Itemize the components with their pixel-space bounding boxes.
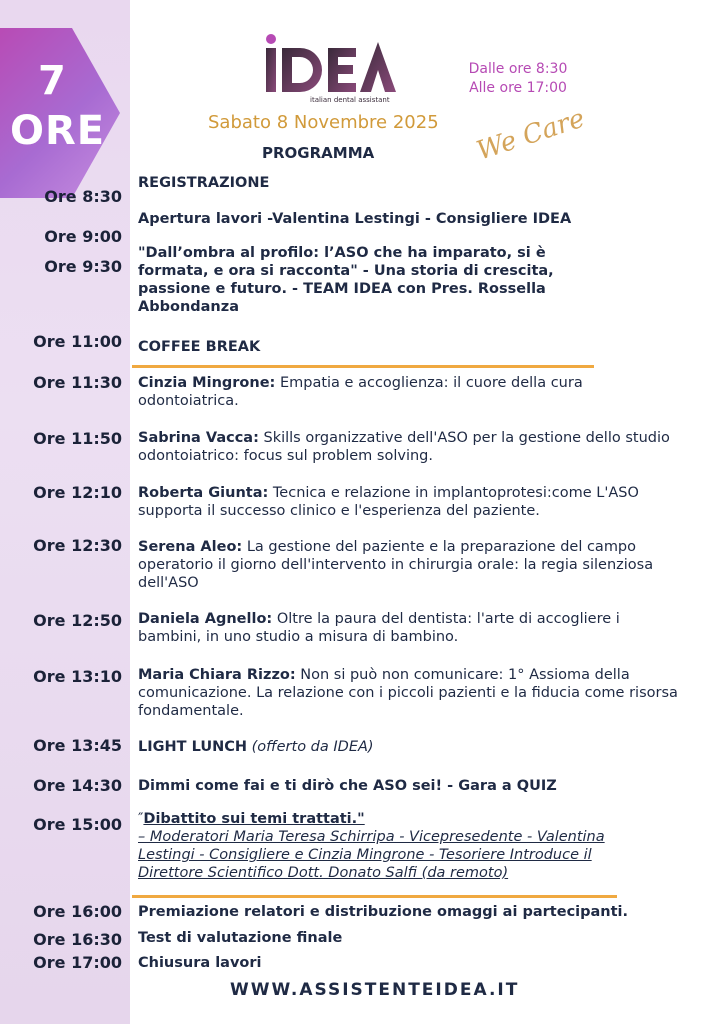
talk-title: – Moderatori Maria Teresa Schirripa - Vicepresedente - Valentina Lestingi - Consigliere e Cinzia Mingrone - Tesoriere Introduce il Direttore Scientifico Dott. Donato Salfi (da remoto) [138,829,605,881]
logo-tagline: italian dental assistant [310,96,390,104]
badge-number: 7 [38,58,66,104]
section-divider [132,895,617,898]
schedule-item [138,538,698,592]
time-slot: Ore 11:00 [33,332,122,351]
schedule-item: COFFEE BREAK [138,339,261,355]
time-slot: Ore 12:10 [33,483,122,502]
time-slot: Ore 11:30 [33,373,122,392]
talk-title: Non si può non comunicare: 1° Assioma della comunicazione. La relazione con i piccoli pazienti e la fiducia come risorsa fondamentale. [138,667,678,719]
schedule-item: Test di valutazione finale [138,930,343,946]
schedule-item [138,374,648,410]
time-slot: Ore 13:45 [33,736,122,755]
time-slot: Ore 13:10 [33,667,122,686]
event-date: Sabato 8 Novembre 2025 [208,112,439,133]
talk-title: Oltre la paura del dentista: l'arte di accogliere i bambini, in uno studio a misura di bambino. [138,611,620,645]
schedule-item [138,666,698,720]
time-slot: Ore 12:30 [33,536,122,555]
talk-title: Tecnica e relazione in implantoprotesi:come L'ASO supporta il successo clinico e l'esperienza del paziente. [138,485,639,519]
time-slot: Ore 16:00 [33,902,122,921]
time-slot: Ore 11:50 [33,429,122,448]
time-slot: Ore 16:30 [33,930,122,949]
speaker-name: Maria Chiara Rizzo: [138,667,296,683]
website-link[interactable]: WWW.ASSISTENTEIDEA.IT [230,980,520,1000]
program-title: PROGRAMMA [262,144,375,162]
schedule-item: Apertura lavori -Valentina Lestingi - Consigliere IDEA [138,211,572,227]
schedule-item: Chiusura lavori [138,955,262,971]
speaker-name: Daniela Agnello: [138,611,273,627]
section-divider [132,365,594,368]
schedule-item [138,610,658,646]
talk-title: Empatia e accoglienza: il cuore della cura odontoiatrica. [138,375,583,409]
event-hours [458,60,578,98]
schedule-item [138,738,698,756]
talk-title: (offerto da IDEA) [247,739,374,755]
talk-title: Skills organizzative dell'ASO per la gestione dello studio odontoiatrico: focus sul problem solving. [138,430,670,464]
hours-to: Alle ore 17:00 [469,80,567,96]
time-slot: Ore 14:30 [33,776,122,795]
schedule-item: REGISTRAZIONE [138,175,270,191]
speaker-name: LIGHT LUNCH [138,739,248,755]
schedule-item [138,484,658,520]
schedule-item: "Dall’ombra al profilo: l’ASO che ha imparato, si è formata, e ora si racconta" - Una storia di crescita, passione e futuro. - TEAM IDEA con Pres. Rossella Abbondanza [138,245,554,315]
hours-from: Dalle ore 8:30 [468,61,568,77]
badge-label: ORE [10,108,106,154]
time-slot: Ore 9:30 [44,257,122,276]
speaker-name: Roberta Giunta: [138,485,269,501]
speaker-name: Cinzia Mingrone: [138,375,276,391]
schedule-item [138,429,693,465]
schedule-item: Dimmi come fai e ti dirò che ASO sei! - Gara a QUIZ [138,778,557,794]
time-slot: Ore 12:50 [33,611,122,630]
we-care-slogan: We Care [473,103,589,167]
speaker-name: Sabrina Vacca: [138,430,259,446]
time-slot: Ore 17:00 [33,953,122,972]
schedule-item: Premiazione relatori e distribuzione omaggi ai partecipanti. [138,904,629,920]
speaker-name: Dibattito sui temi trattati." [143,811,365,827]
time-slot: Ore 8:30 [44,187,122,206]
talk-title: La gestione del paziente e la preparazione del campo operatorio il giorno dell'intervento in chirurgia orale: la regia silenziosa dell'ASO [138,539,654,591]
time-slot: Ore 15:00 [33,815,122,834]
time-slot: Ore 9:00 [44,227,122,246]
speaker-name: Serena Aleo: [138,539,243,555]
schedule-item: ″Dibattito sui temi trattati." – Moderatori Maria Teresa Schirripa - Vicepresedente - Valentina Lestingi - Consigliere e Cinzia Mingrone - Tesoriere Introduce il Direttore Scientifico Dott. Donato Salfi (da remoto) [138,811,605,881]
